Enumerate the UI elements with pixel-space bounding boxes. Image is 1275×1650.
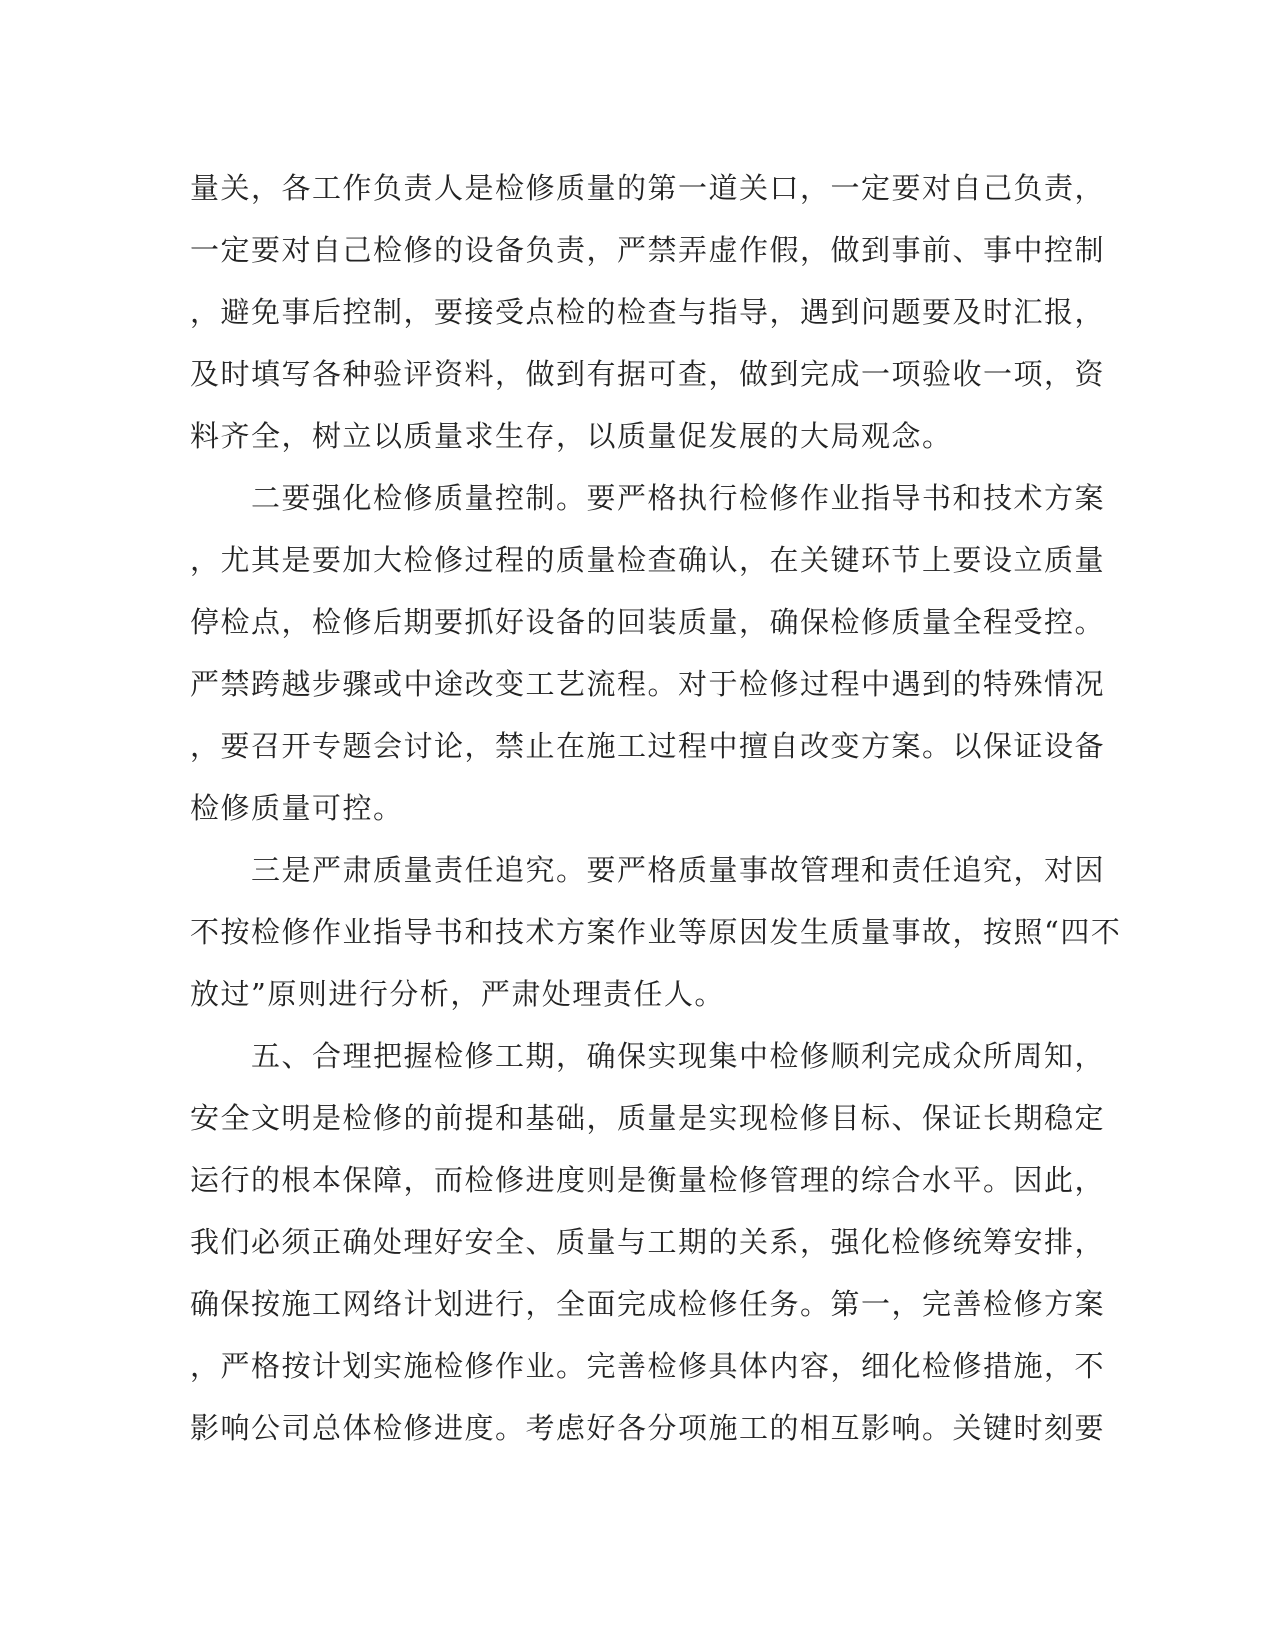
text-line: 及时填写各种验评资料，做到有据可查，做到完成一项验收一项，资: [190, 357, 1106, 391]
text-line: 五、合理把握检修工期，确保实现集中检修顺利完成众所周知，: [190, 1039, 1106, 1073]
document-body: [190, 168, 1122, 1470]
text-line: 确保按施工网络计划进行，全面完成检修任务。第一，完善检修方案: [190, 1287, 1106, 1321]
text-line: 二要强化检修质量控制。要严格执行检修作业指导书和技术方案: [190, 481, 1106, 515]
text-line: 我们必须正确处理好安全、质量与工期的关系，强化检修统筹安排，: [190, 1225, 1106, 1259]
text-line: 严禁跨越步骤或中途改变工艺流程。对于检修过程中遇到的特殊情况: [190, 667, 1106, 701]
text-line: 三是严肃质量责任追究。要严格质量事故管理和责任追究，对因: [190, 853, 1106, 887]
text-line: 停检点，检修后期要抓好设备的回装质量，确保检修质量全程受控。: [190, 605, 1106, 639]
text-line: 一定要对自己检修的设备负责，严禁弄虚作假，做到事前、事中控制: [190, 233, 1106, 267]
text-line: 量关，各工作负责人是检修质量的第一道关口，一定要对自己负责，: [190, 171, 1106, 205]
text-line: 影响公司总体检修进度。考虑好各分项施工的相互影响。关键时刻要: [190, 1411, 1106, 1445]
text-line: 料齐全，树立以质量求生存，以质量促发展的大局观念。: [190, 419, 953, 453]
text-line: 运行的根本保障，而检修进度则是衡量检修管理的综合水平。因此，: [190, 1163, 1106, 1197]
text-line: 不按检修作业指导书和技术方案作业等原因发生质量事故，按照“四不: [190, 915, 1122, 949]
text-line: ，严格按计划实施检修作业。完善检修具体内容，细化检修措施，不: [190, 1349, 1106, 1383]
text-line: ，尤其是要加大检修过程的质量检查确认，在关键环节上要设立质量: [190, 543, 1106, 577]
text-line: ，避免事后控制，要接受点检的检查与指导，遇到问题要及时汇报，: [190, 295, 1106, 329]
text-line: 安全文明是检修的前提和基础，质量是实现检修目标、保证长期稳定: [190, 1101, 1106, 1135]
text-line: 检修质量可控。: [190, 791, 404, 825]
text-line: 放过”原则进行分析，严肃处理责任人。: [190, 977, 725, 1011]
text-line: ，要召开专题会讨论，禁止在施工过程中擅自改变方案。以保证设备: [190, 729, 1106, 763]
